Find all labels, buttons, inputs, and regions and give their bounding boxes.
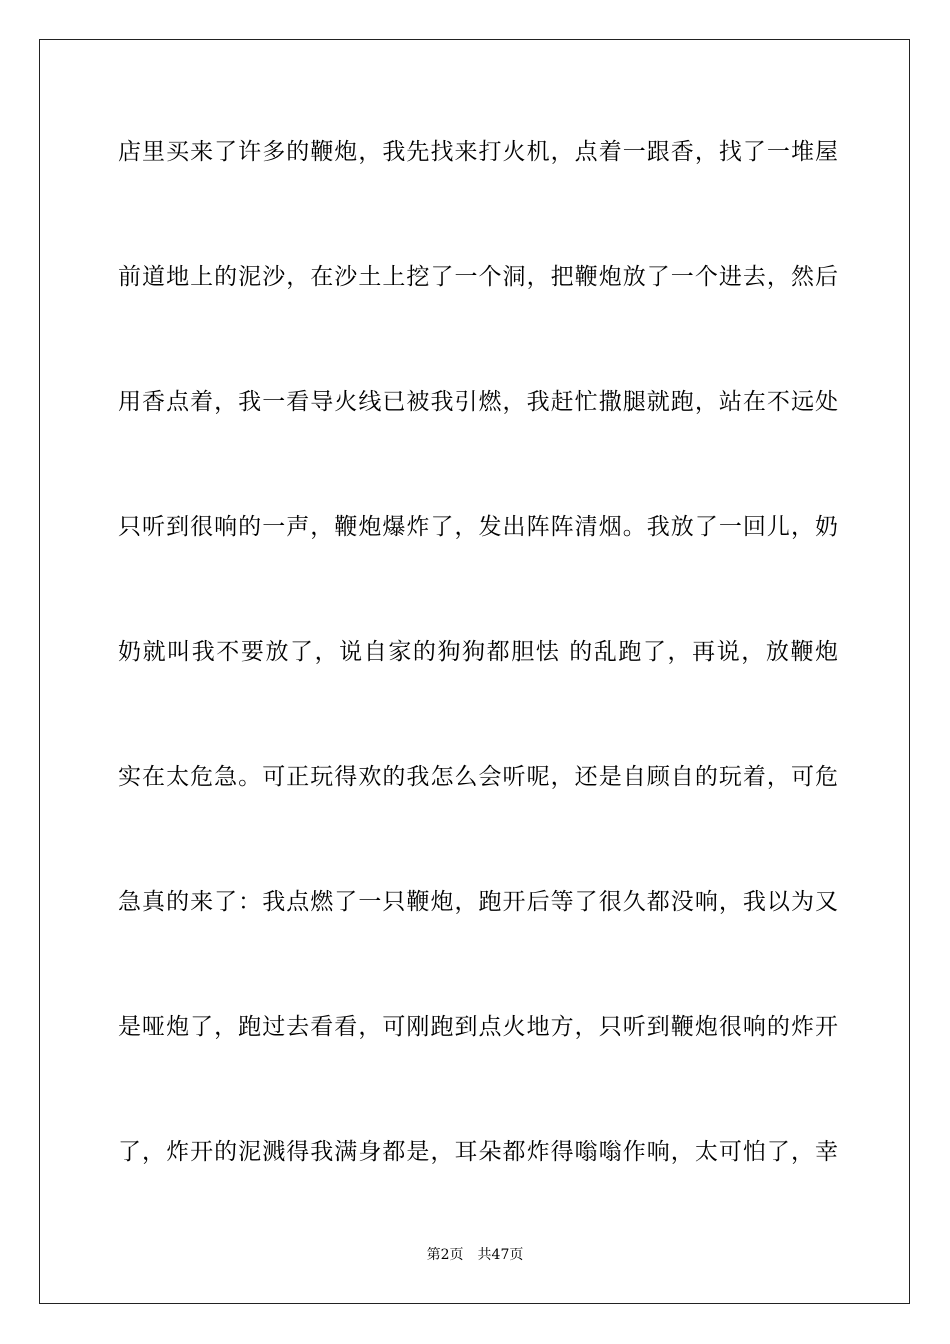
- text-line: 奶就叫我不要放了，说自家的狗狗都胆怯 的乱跑了，再说，放鞭炮: [118, 639, 838, 665]
- text-line: 用香点着，我一看导火线已被我引燃，我赶忙撒腿就跑，站在不远处: [118, 389, 838, 415]
- text-line: 是哑炮了，跑过去看看，可刚跑到点火地方，只听到鞭炮很响的炸开: [118, 1014, 838, 1040]
- text-line: 店里买来了许多的鞭炮，我先找来打火机，点着一跟香，找了一堆屋: [118, 139, 838, 165]
- text-line: 前道地上的泥沙，在沙土上挖了一个洞，把鞭炮放了一个进去，然后: [118, 264, 838, 290]
- page-border: [39, 39, 910, 1304]
- text-line: 急真的来了：我点燃了一只鞭炮，跑开后等了很久都没响，我以为又: [118, 889, 838, 915]
- text-line: 了，炸开的泥溅得我满身都是，耳朵都炸得嗡嗡作响，太可怕了，幸: [118, 1139, 838, 1165]
- page-number-footer: 第2页 共47页: [426, 1247, 524, 1263]
- text-line: 只听到很响的一声，鞭炮爆炸了，发出阵阵清烟。我放了一回儿，奶: [118, 514, 838, 540]
- text-line: 实在太危急。可正玩得欢的我怎么会听呢，还是自顾自的玩着，可危: [118, 764, 838, 790]
